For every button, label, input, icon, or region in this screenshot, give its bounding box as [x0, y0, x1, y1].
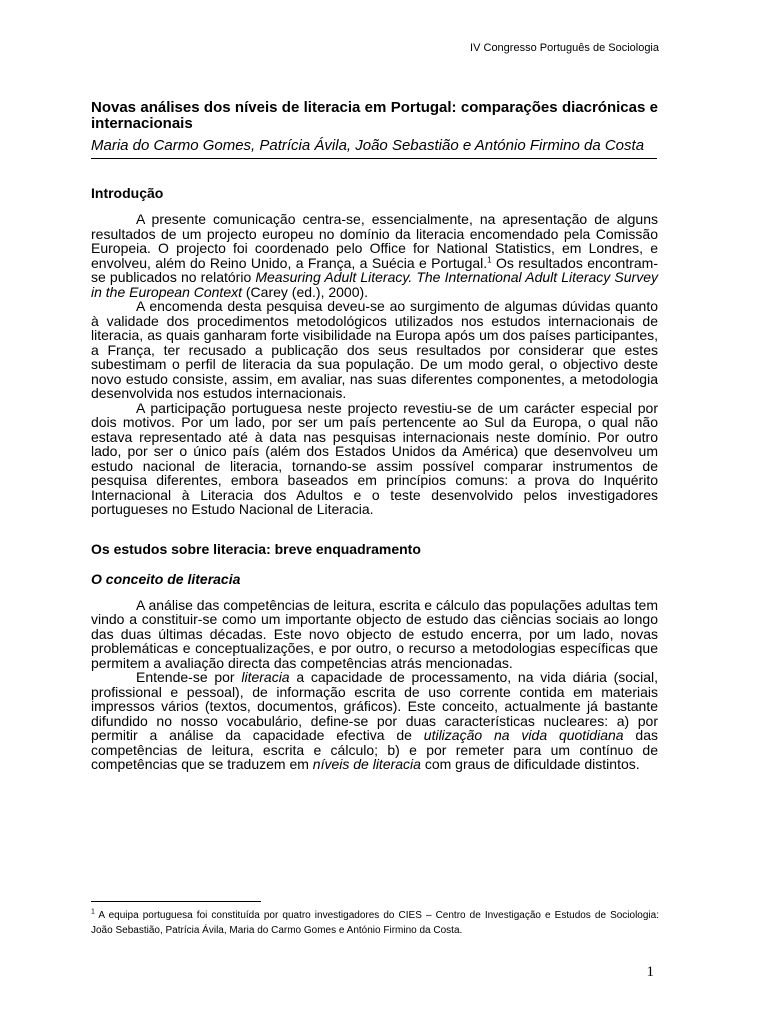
- concept-paragraph-2: [91, 670, 658, 772]
- intro-paragraph-3: A participação portuguesa neste projecto revestiu-se de um carácter especial por dois motivos. Por um lado, por ser um país pertencente ao Sul da Europa, o qual não estava representado até à data nas pesquisas internacionais neste domínio. Por outro lado, por ser o único país (além dos Estados Unidos da América) que desenvolveu um estudo nacional de literacia, tornando-se assim possível comparar instrumentos de pesquisa diferentes, embora baseados em princípios comuns: a prova do Inquérito Internacional à Literacia dos Adultos e o teste desenvolvido pelos investigadores portugueses no Estudo Nacional de Literacia.: [91, 399, 658, 517]
- section-heading-introducao: Introdução: [91, 185, 164, 201]
- main-content: [91, 100, 658, 772]
- footnote-separator: [91, 901, 261, 902]
- intro-paragraph-2: A encomenda desta pesquisa deveu-se ao surgimento de algumas dúvidas quanto à validade dos procedimentos metodológicos utilizados nos estudos internacionais de literacia, as quais ganharam forte visibilidade na Europa após um dos países participantes, a França, ter recusado a publicação dos seus resultados por considerar que estes subestimam o perfil de literacia da sua população. De um modo geral, o objectivo deste novo estudo consiste, assim, em avaliar, nas suas diferentes componentes, a metodologia desenvolvida nos estudos internacionais.: [91, 298, 658, 401]
- intro-p1-text-d: (Carey (ed.), 2000).: [242, 283, 369, 300]
- title-separator: [91, 158, 657, 159]
- concept-p2-text-e: das competências de leitura, escrita e cálculo; b) e por remeter para um contínuo de competências que se traduzem em: [91, 727, 659, 772]
- concept-p2-text-c: a capacidade de processamento, na vida diária (social, profissional e pessoal), de informação escrita de uso corrente contida em materiais impressos vários (textos, documentos, gráficos). Este conceito, actualmente já bastante difundido no nosso vocabulário, define-se por duas características nucleares: a) por permitir a análise da capacidade efectiva de: [91, 669, 658, 743]
- running-header: IV Congresso Português de Sociologia: [470, 42, 659, 54]
- footnote-marker: 1: [91, 908, 95, 916]
- concept-p2-text-a: Entende-se por: [136, 669, 242, 685]
- paper-title: Novas análises dos níveis de literacia em Portugal: comparações diacrónicas e internacionais: [91, 99, 658, 132]
- intro-p1-text-a: A presente comunicação centra-se, essencialmente, na apresentação de alguns resultados de um projecto europeu no domínio da literacia encomendado pela Comissão Europeia. O projecto foi coordenado pelo Office for National Statistics, em Londres, e envolveu, além do Reino Unido, a França, a Suécia e Portugal.: [91, 211, 658, 271]
- section-heading-estudos: Os estudos sobre literacia: breve enquadramento: [91, 540, 421, 557]
- term-niveis: níveis de literacia: [312, 756, 421, 772]
- concept-paragraph-1: A análise das competências de leitura, escrita e cálculo das populações adultas tem vindo a constituir-se como um importante objecto de estudo das ciências sociais ao longo das duas últimas décadas. Este novo objecto de estudo encerra, por um lado, novas problemáticas e conceptualizações, e por outro, o recurso a metodologias específicas que permitem a avaliação directa das competências atrás mencionadas.: [91, 596, 658, 671]
- page-number: 1: [646, 964, 654, 980]
- footnote-reference[interactable]: 1: [487, 254, 492, 264]
- intro-p1-text-b: Os resultados encontram-se publicados no relatório: [91, 254, 658, 285]
- subsection-heading-conceito: O conceito de literacia: [91, 570, 241, 587]
- term-literacia: literacia: [241, 669, 290, 685]
- concept-p2-text-g: com graus de dificuldade distintos.: [420, 756, 640, 772]
- author-list: Maria do Carmo Gomes, Patrícia Ávila, João Sebastião e António Firmino da Costa: [91, 137, 645, 154]
- footnote: [91, 908, 659, 938]
- report-title: Measuring Adult Literacy. The International Adult Literacy Survey in the European Context: [91, 269, 658, 300]
- footnote-text: A equipa portuguesa foi constituída por quatro investigadores do CIES – Centro de Investigação e Estudos de Sociologia: João Sebastião, Patrícia Ávila, Maria do Carmo Gomes e António Firmino da Costa.: [91, 910, 659, 936]
- intro-paragraph-1: [91, 212, 658, 299]
- term-utilizacao: utilização na vida quotidiana: [423, 727, 624, 743]
